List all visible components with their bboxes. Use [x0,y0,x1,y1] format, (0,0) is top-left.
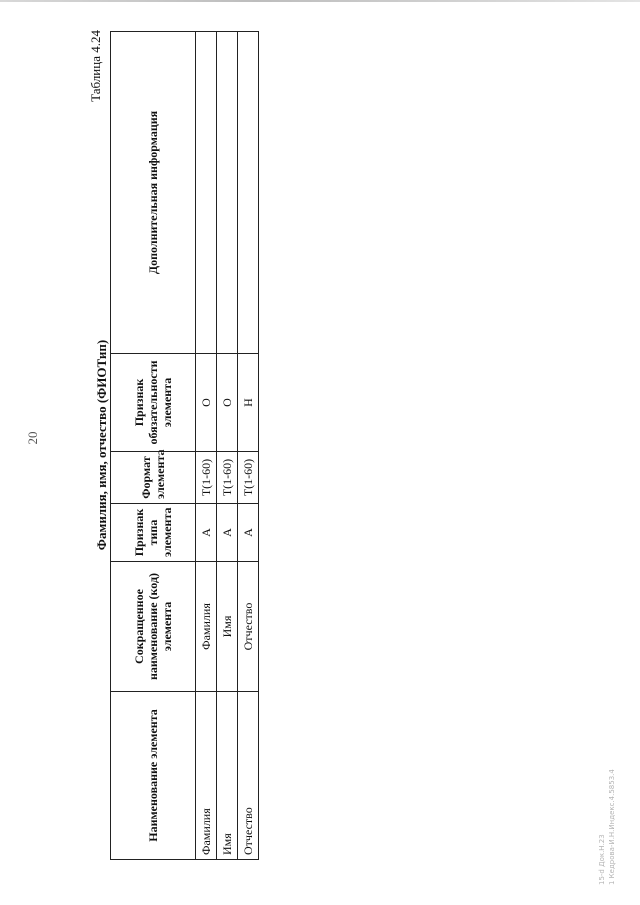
header-additional-info: Дополнительная информация [111,32,196,354]
cell-format: T(1-60) [196,452,217,504]
header-required-flag: Признак обязательности элемента [111,354,196,452]
header-short-name: Сокращенное наименование (код) элемента [111,562,196,692]
header-element-name: Наименование элемента [111,692,196,860]
header-type-flag: Признак типа элемента [111,504,196,562]
cell-element-name: Имя [217,692,238,860]
cell-additional-info [217,32,238,354]
cell-format: T(1-60) [238,452,259,504]
table-title: Фамилия, имя, отчество (ФИОТип) [94,339,109,551]
cell-short-name: Фамилия [196,562,217,692]
cell-short-name: Отчество [238,562,259,692]
cell-element-name: Отчество [238,692,259,860]
table-header-row [111,32,196,860]
cell-additional-info [238,32,259,354]
stamp-line-2: 1 Кедрова-И.Н.Индекс.4.5853.4 [608,769,616,885]
cell-required-flag: О [196,354,217,452]
cell-type-flag: А [196,504,217,562]
scan-edge [0,0,640,2]
registration-stamp [598,735,620,885]
cell-required-flag: Н [238,354,259,452]
element-table [110,31,259,860]
cell-type-flag: А [238,504,259,562]
cell-short-name: Имя [217,562,238,692]
table-row [196,32,217,860]
table-row [238,32,259,860]
table-number-label: Таблица 4.24 [88,30,103,102]
table-row [217,32,238,860]
stamp-line-1: 15-d Док.Н.23 [598,834,606,885]
page-number: 20 [25,431,40,445]
cell-type-flag: А [217,504,238,562]
cell-element-name: Фамилия [196,692,217,860]
cell-additional-info [196,32,217,354]
cell-format: T(1-60) [217,452,238,504]
cell-required-flag: О [217,354,238,452]
header-format: Формат элемента [111,452,196,504]
